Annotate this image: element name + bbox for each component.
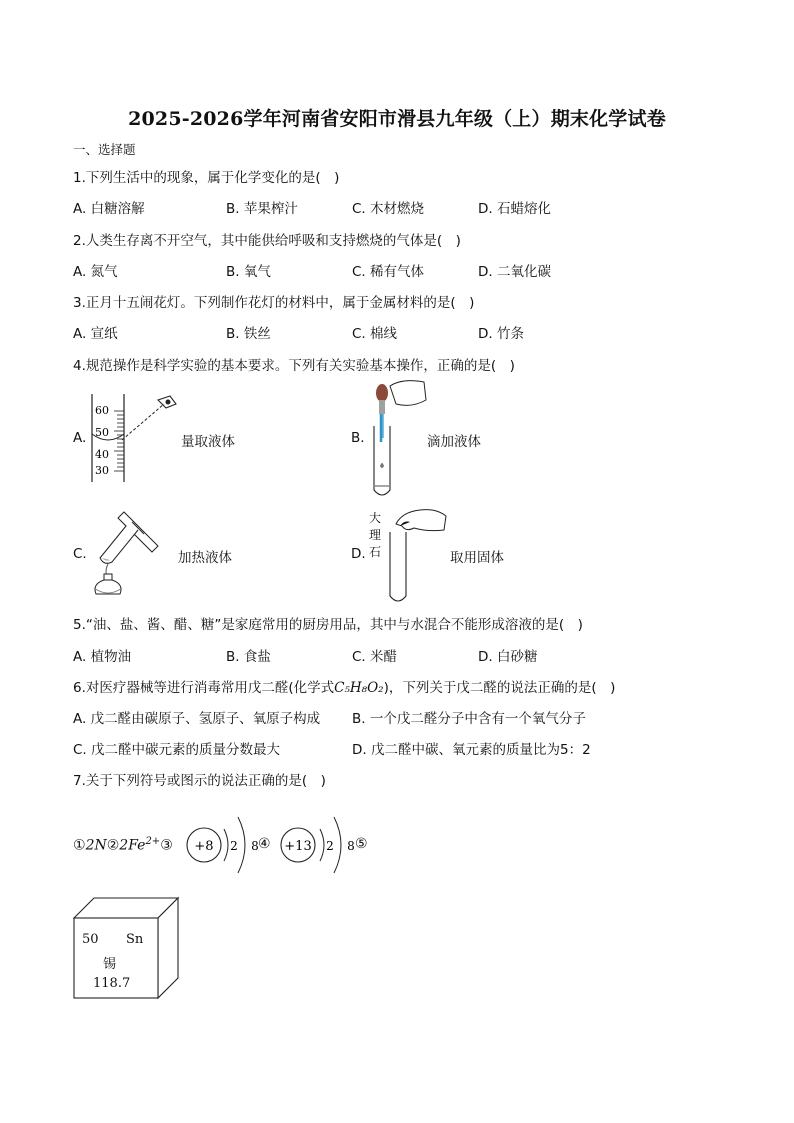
marker-5: ⑤	[355, 836, 368, 852]
question-6-stem	[73, 676, 615, 696]
side-label-1: 大	[369, 511, 382, 525]
figure-d-caption: 取用固体	[450, 550, 504, 566]
figure-c-caption: 加热液体	[178, 550, 232, 566]
symbol-2fe-charge: 2+	[145, 836, 161, 847]
shell-electrons-1b: 8	[251, 839, 259, 853]
option-a[interactable]: A. 植物油	[73, 649, 132, 665]
option-d[interactable]: D. 白砂糖	[478, 649, 538, 665]
option-a[interactable]: A. 宣纸	[73, 326, 118, 342]
test-tube-solid-figure	[384, 502, 454, 606]
exam-title: 2025-2026学年河南省安阳市滑县九年级（上）期末化学试卷	[128, 108, 666, 130]
atomic-mass: 118.7	[93, 976, 131, 991]
tick-label-50: 50	[95, 426, 109, 439]
marker-1: ①	[73, 837, 86, 854]
element-symbol: Sn	[126, 932, 144, 947]
option-c[interactable]: C. 米醋	[352, 649, 398, 665]
figure-b-letter[interactable]: B.	[351, 430, 365, 446]
option-c[interactable]: C. 木材燃烧	[352, 201, 425, 217]
chemical-formula: C₅H₈O₂	[334, 680, 384, 696]
question-5-stem: 5.“油、盐、酱、醋、糖”是家庭常用的厨房用品，其中与水混合不能形成溶液的是( )	[73, 617, 583, 633]
tick-label-60: 60	[95, 404, 109, 417]
option-c[interactable]: C. 戊二醛中碳元素的质量分数最大	[73, 742, 281, 758]
option-b[interactable]: B. 氧气	[226, 264, 271, 280]
figure-d-letter[interactable]: D.	[351, 546, 366, 562]
question-2-stem: 2.人类生存离不开空气，其中能供给呼吸和支持燃烧的气体是( )	[73, 233, 461, 249]
figure-c-letter[interactable]: C.	[73, 546, 87, 562]
option-d[interactable]: D. 竹条	[478, 326, 524, 342]
option-b[interactable]: B. 一个戊二醛分子中含有一个氧气分子	[352, 711, 586, 727]
option-d[interactable]: D. 戊二醛中碳、氧元素的质量比为5：2	[352, 742, 591, 758]
option-b[interactable]: B. 食盐	[226, 649, 271, 665]
marker-4: ④	[258, 836, 271, 852]
marker-2: ②	[106, 837, 120, 854]
shell-electrons-2b: 8	[347, 839, 355, 853]
stem-suffix: )，下列关于戊二醛的说法正确的是( )	[383, 680, 616, 696]
option-a[interactable]: A. 戊二醛由碳原子、氢原子、氧原子构成	[73, 711, 321, 727]
symbol-row	[73, 836, 173, 854]
dropper-figure	[362, 378, 432, 500]
option-c[interactable]: C. 棉线	[352, 326, 398, 342]
figure-b-caption: 滴加液体	[427, 434, 481, 450]
atomic-number: 50	[82, 932, 99, 947]
shell-arc-1b	[238, 817, 245, 873]
option-c[interactable]: C. 稀有气体	[352, 264, 425, 280]
section-heading: 一、选择题	[73, 142, 136, 157]
nucleus-charge-2: +13	[284, 839, 312, 854]
symbol-2n: 2N	[85, 837, 107, 854]
symbol-2fe: 2Fe	[119, 837, 146, 854]
question-4-stem: 4.规范操作是科学实验的基本要求。下列有关实验基本操作，正确的是( )	[73, 358, 515, 374]
shell-electrons-2a: 2	[326, 839, 334, 853]
nucleus-charge-1: +8	[194, 839, 214, 854]
graduated-cylinder-figure	[86, 384, 186, 484]
tick-label-40: 40	[95, 448, 109, 461]
figure-a-caption: 量取液体	[181, 434, 235, 450]
shell-electrons-1a: 2	[230, 839, 238, 853]
shell-arc-1a	[224, 829, 228, 861]
option-a[interactable]: A. 白糖溶解	[73, 201, 145, 217]
shell-arc-2a	[320, 829, 324, 861]
question-3-stem: 3.正月十五闹花灯。下列制作花灯的材料中，属于金属材料的是( )	[73, 295, 475, 311]
figure-a-letter[interactable]: A.	[73, 430, 87, 446]
marker-3: ③	[160, 837, 173, 854]
option-b[interactable]: B. 铁丝	[226, 326, 271, 342]
option-d[interactable]: D. 石蜡熔化	[478, 201, 551, 217]
question-1-stem: 1.下列生活中的现象，属于化学变化的是( )	[73, 170, 340, 186]
stem-prefix: 6.对医疗器械等进行消毒常用戊二醛(化学式	[73, 680, 335, 696]
shell-arc-2b	[334, 817, 341, 873]
tick-label-30: 30	[95, 464, 109, 477]
option-d[interactable]: D. 二氧化碳	[478, 264, 551, 280]
heating-liquid-figure	[86, 508, 176, 604]
question-7-stem: 7.关于下列符号或图示的说法正确的是( )	[73, 773, 326, 789]
option-b[interactable]: B. 苹果榨汁	[226, 201, 298, 217]
option-a[interactable]: A. 氮气	[73, 264, 118, 280]
element-name: 锡	[103, 957, 117, 972]
atomic-structure-diagrams	[180, 803, 380, 887]
side-label-2: 理	[369, 528, 382, 542]
side-label-3: 石	[369, 545, 382, 559]
